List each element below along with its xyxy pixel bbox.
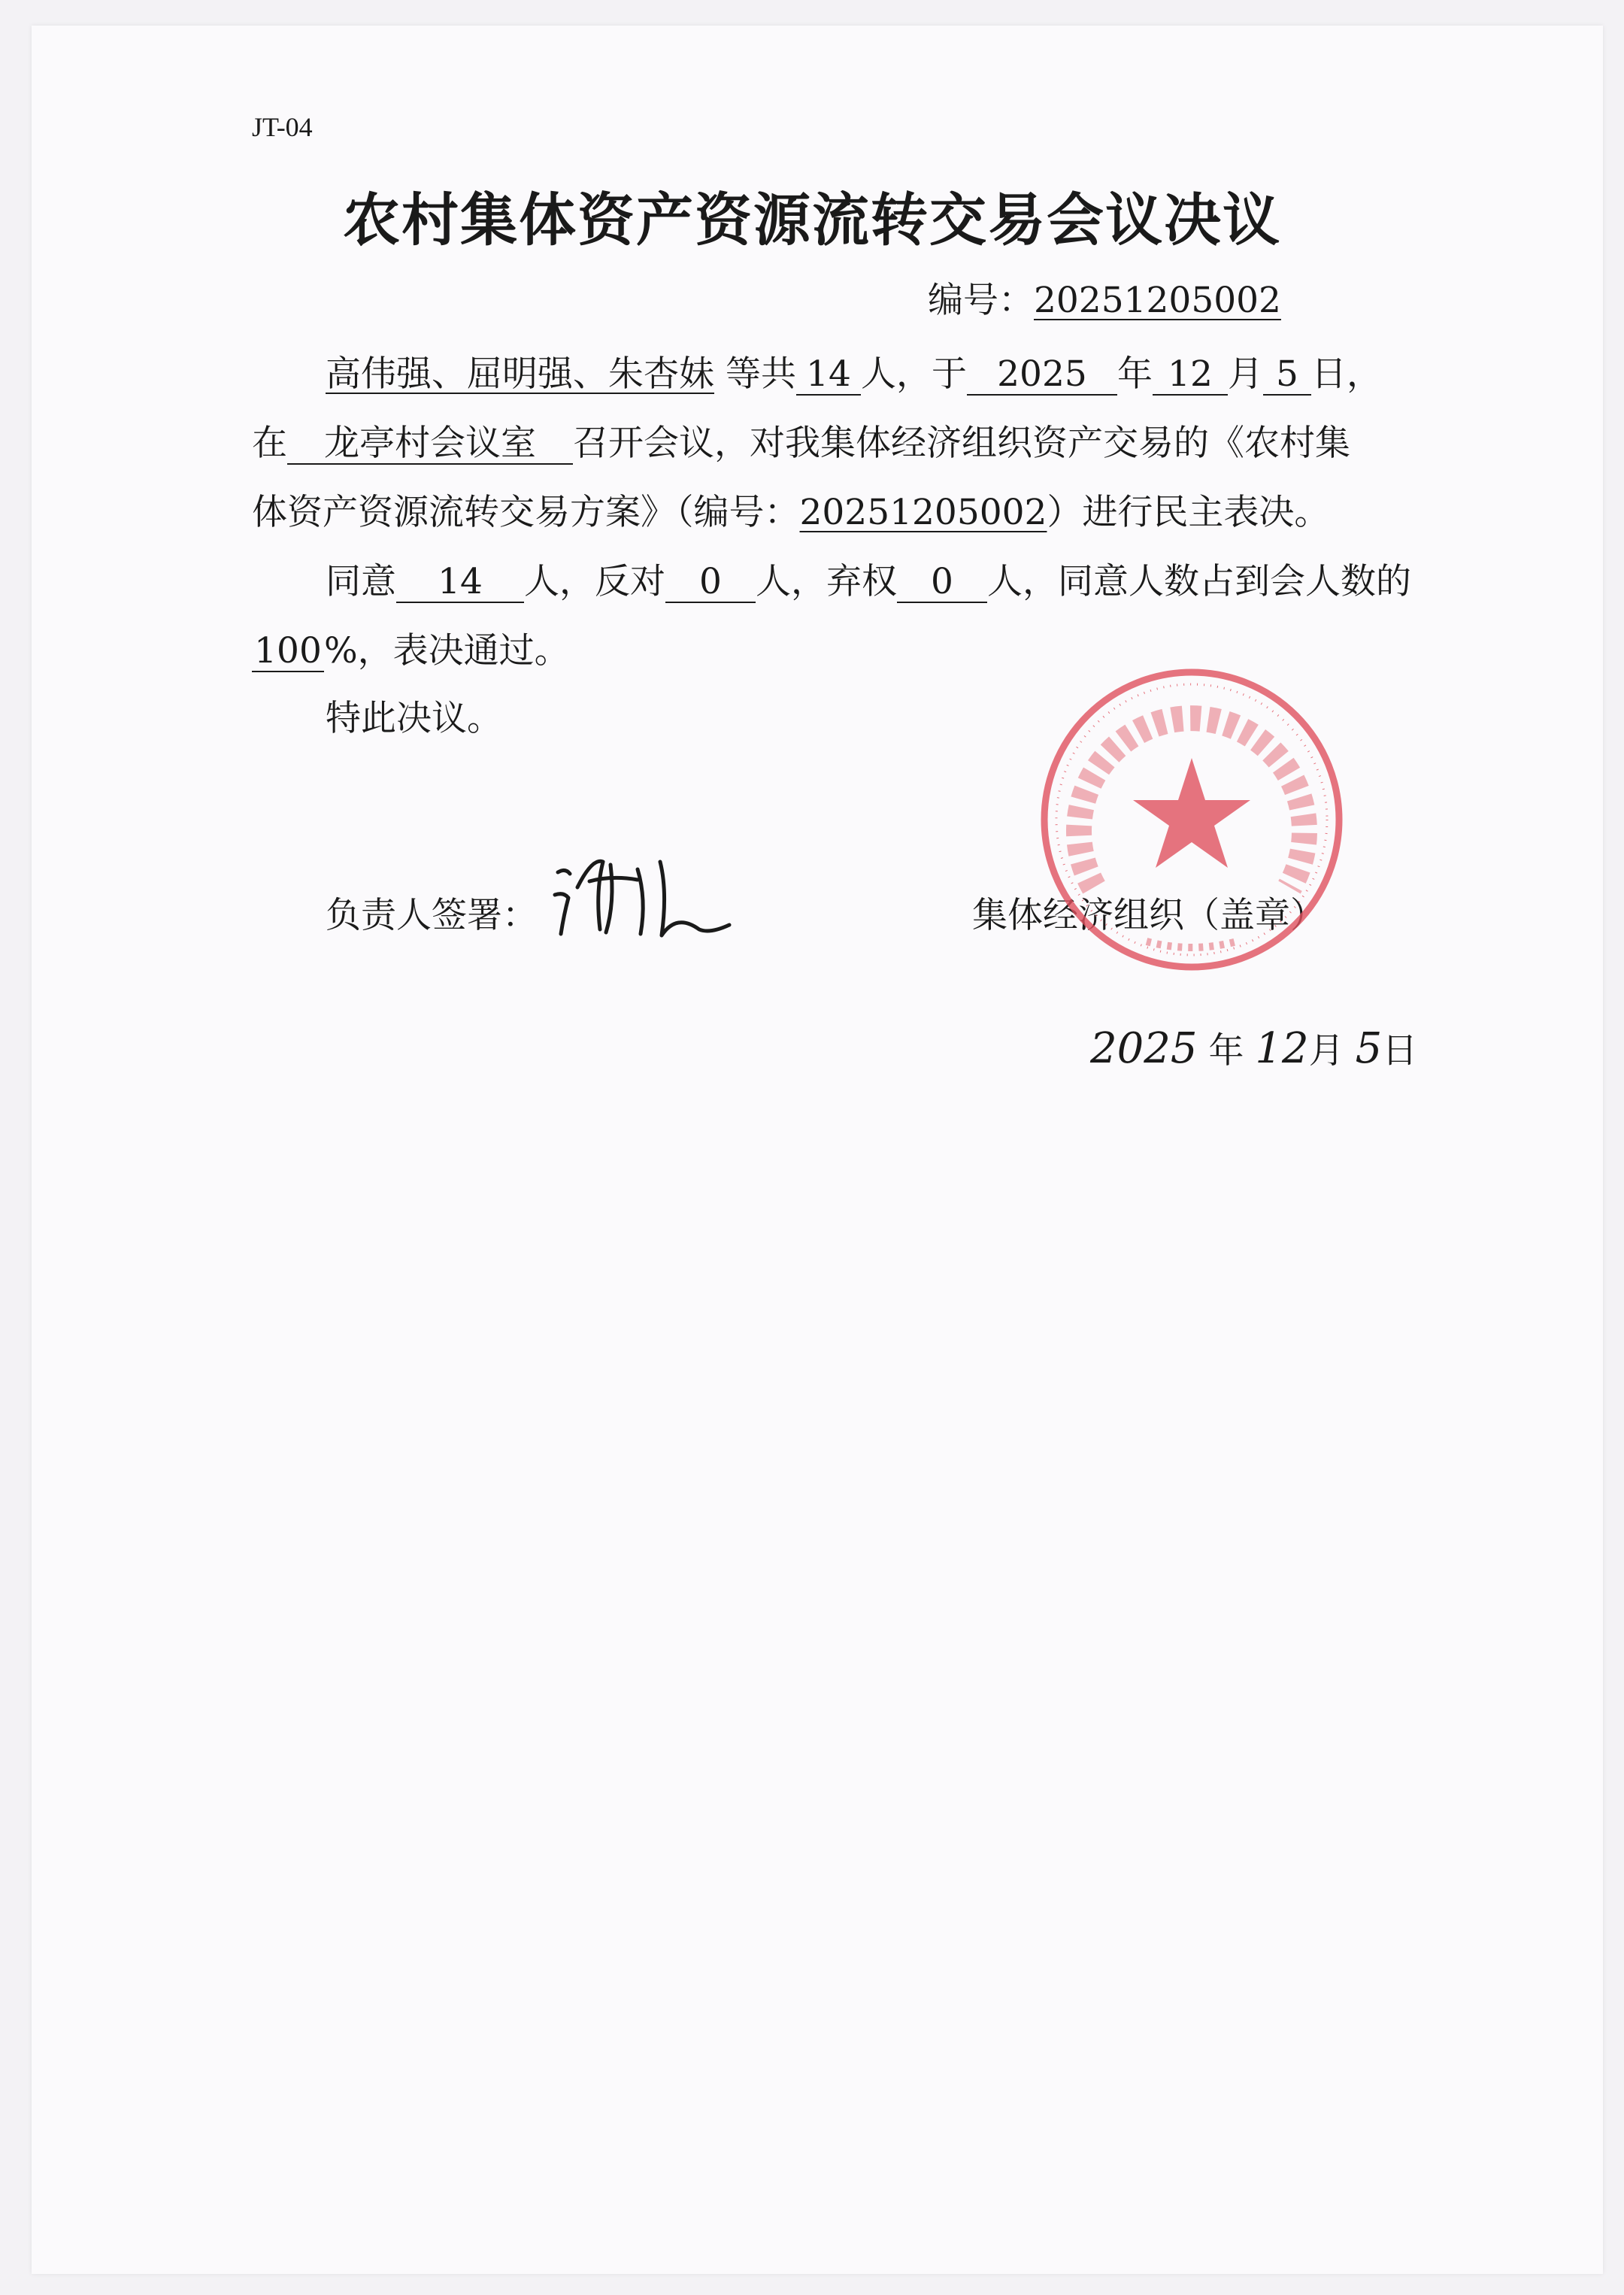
plan-number: 20251205002 (799, 492, 1047, 533)
text-signed-month: 月 (1308, 1030, 1344, 1072)
serial-number-line (928, 272, 1281, 323)
text-signed-day: 日 (1382, 1030, 1418, 1072)
signed-year: 2025 (1090, 1024, 1198, 1073)
paragraph-1-line-2 (252, 415, 1350, 465)
attendee-names: 高伟强、屈明强、朱杏妹 (326, 353, 714, 395)
text-signed-year: 年 (1208, 1030, 1244, 1072)
text-year: 年 (1116, 353, 1153, 395)
oppose-count: 0 (665, 562, 756, 603)
serial-value: 20251205002 (1034, 280, 1281, 321)
abstain-count: 0 (897, 562, 987, 603)
organization-label: 集体经济组织（盖章） (972, 895, 1326, 936)
text-resolution-b: 体资产资源流转交易方案》（编号： (252, 492, 800, 533)
text-ratio: 人，同意人数占到会人数的 (987, 561, 1411, 602)
text-day: 日， (1310, 353, 1382, 395)
paragraph-1-line-1 (326, 346, 1382, 396)
paragraph-1-line-3 (252, 484, 1329, 535)
text-resolution-c: ）进行民主表决。 (1047, 492, 1330, 533)
text-pass: %，表决通过。 (324, 630, 570, 672)
attendee-count: 14 (796, 355, 861, 396)
text-abstain: 人，弃权 (756, 561, 897, 602)
official-seal (1034, 662, 1350, 978)
form-code: JT-04 (252, 112, 313, 142)
text-at: 在 (252, 423, 287, 464)
signed-date (1090, 1023, 1417, 1073)
text-agree: 同意 (326, 561, 396, 602)
document-title: 农村集体资产资源流转交易会议决议 (343, 186, 1281, 253)
paragraph-2-line-2 (252, 623, 570, 673)
signer-label: 负责人签署： (326, 895, 538, 936)
text-ren-yu: 人，于 (860, 353, 967, 395)
agree-count: 14 (396, 562, 524, 603)
paragraph-2-line-1 (326, 553, 1411, 604)
meeting-day: 5 (1263, 355, 1311, 396)
meeting-month: 12 (1153, 355, 1228, 396)
serial-label: 编号： (928, 280, 1034, 321)
closing-text: 特此决议。 (326, 698, 502, 739)
agree-percent: 100 (252, 632, 324, 672)
meeting-year: 2025 (967, 355, 1117, 396)
signed-day: 5 (1355, 1024, 1383, 1073)
signed-month: 12 (1255, 1024, 1309, 1073)
text-oppose: 人，反对 (524, 561, 665, 602)
handwritten-signature (547, 842, 743, 947)
meeting-place: 龙亭村会议室 (287, 424, 573, 465)
text-total: 等共 (725, 353, 796, 395)
text-month: 月 (1227, 353, 1263, 395)
text-resolution-a: 召开会议，对我集体经济组织资产交易的《农村集 (573, 423, 1350, 464)
